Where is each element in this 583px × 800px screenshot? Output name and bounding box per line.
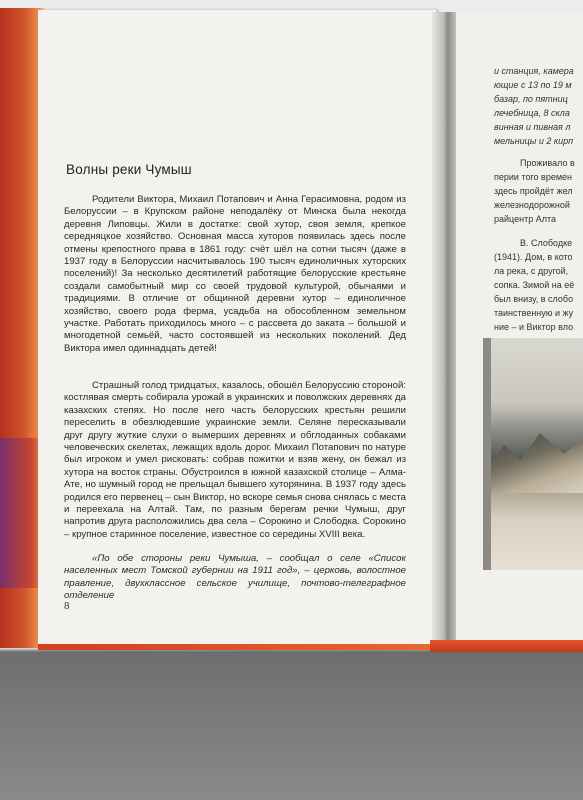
right-line: таинственную и жу [494, 308, 574, 318]
right-line: был внизу, в слобо [494, 294, 574, 304]
right-line: ла река, с другой, [494, 266, 569, 276]
right-line: железнодорожной [494, 200, 570, 210]
right-line: винная и пивная л [494, 122, 571, 132]
right-line: сопка. Зимой на её [494, 280, 575, 290]
right-line: лечебница, 8 скла [494, 108, 570, 118]
right-line: ние – и Виктор вло [494, 322, 574, 332]
right-line: Проживало в [520, 158, 575, 168]
chapter-heading: Волны реки Чумыш [66, 162, 192, 177]
paragraph-2 [64, 380, 406, 541]
right-line: райцентр Алта [494, 214, 556, 224]
right-line: В. Слободке [520, 238, 573, 248]
right-line: мельницы и 2 кирп [494, 136, 574, 146]
right-line: и станция, камера [494, 66, 574, 76]
page-number: 8 [64, 600, 70, 612]
paragraph-1 [64, 194, 406, 355]
quote-text: «По обе стороны реки Чумыша, – сообщал о селе «Список населенных мест Томской губернии на 1911 год», – церковь, волостное правление, двухклассное сельское училище, почтово-телеграфное отделение [64, 553, 406, 602]
book-gutter [432, 12, 458, 646]
left-page-bottom-edge [38, 644, 436, 650]
right-line: ющие с 13 по 19 м [494, 80, 572, 90]
right-page-bottom-edge [430, 640, 583, 652]
right-line: здесь пройдёт жел [494, 186, 573, 196]
right-line: (1941). Дом, в кото [494, 252, 573, 262]
paragraph-1-text: Родители Виктора, Михаил Потапович и Анна Герасимовна, родом из Белоруссии – в Крупском районе неподалёку от Минска была некогда деревня Липовцы. Жили в достатке: свой хутор, своя земля, крепкое середняцкое хозяйство. Основная масса хуторов появилась здесь после отмены крепостного права в 1861 году: счёт шёл на сотни тысяч (даже в 1937 году в Белоруссии насчитывалось 190 тысяч единоличных хуторских поселений)! За несколько десятилетий работящие белорусские крестьяне создали самобытный мир со своей трудовой культурой, обычаями и традициями. В отличие от общинной деревни хутор – единоличное хозяйство, своего рода ферма, усадьба на обособленном земельном участке. Работать приходилось много – с рассвета до заката – большой и многодетной семьёй, часто состоявшей из нескольких поколений. Дед Виктора имел одиннадцать детей! [64, 194, 406, 354]
quote-paragraph [64, 553, 406, 603]
right-line: перии того времен [494, 172, 573, 182]
landscape-painting-image [483, 338, 583, 570]
paragraph-2-text: Страшный голод тридцатых, казалось, обошёл Белоруссию стороной: костлявая смерть собирала урожай в украинских и поволжских деревнях да казахских степях. Но после него часть белорусских крестьян решили переселить в обезлюдевшие украинские земли. Селяне пересказывали друг другу жуткие слухи о вымерших деревнях и обглоданных собаками человеческих скелетах, лежащих вдоль дорог. Михаил Потапович по натуре был игроком и умел рисковать: собрав пожитки и взяв жену, он бежал из хутора на восток страны. Обустроился в южной казахской столице – Алма-Ате, но шумный город не прельщал бывшего хуторянина. В 1937 году здесь родился его первенец – сын Виктор, но вскоре семья снова снялась с места и переехала на Алтай. Там, по разным берегам речки Чумыш, друг напротив друга расположились два села – Сорокино и Слободка. Сорокино – крупное старинное поселение, известное со середины XVIII века. [64, 380, 406, 540]
right-line: базар, по пятниц [494, 94, 568, 104]
